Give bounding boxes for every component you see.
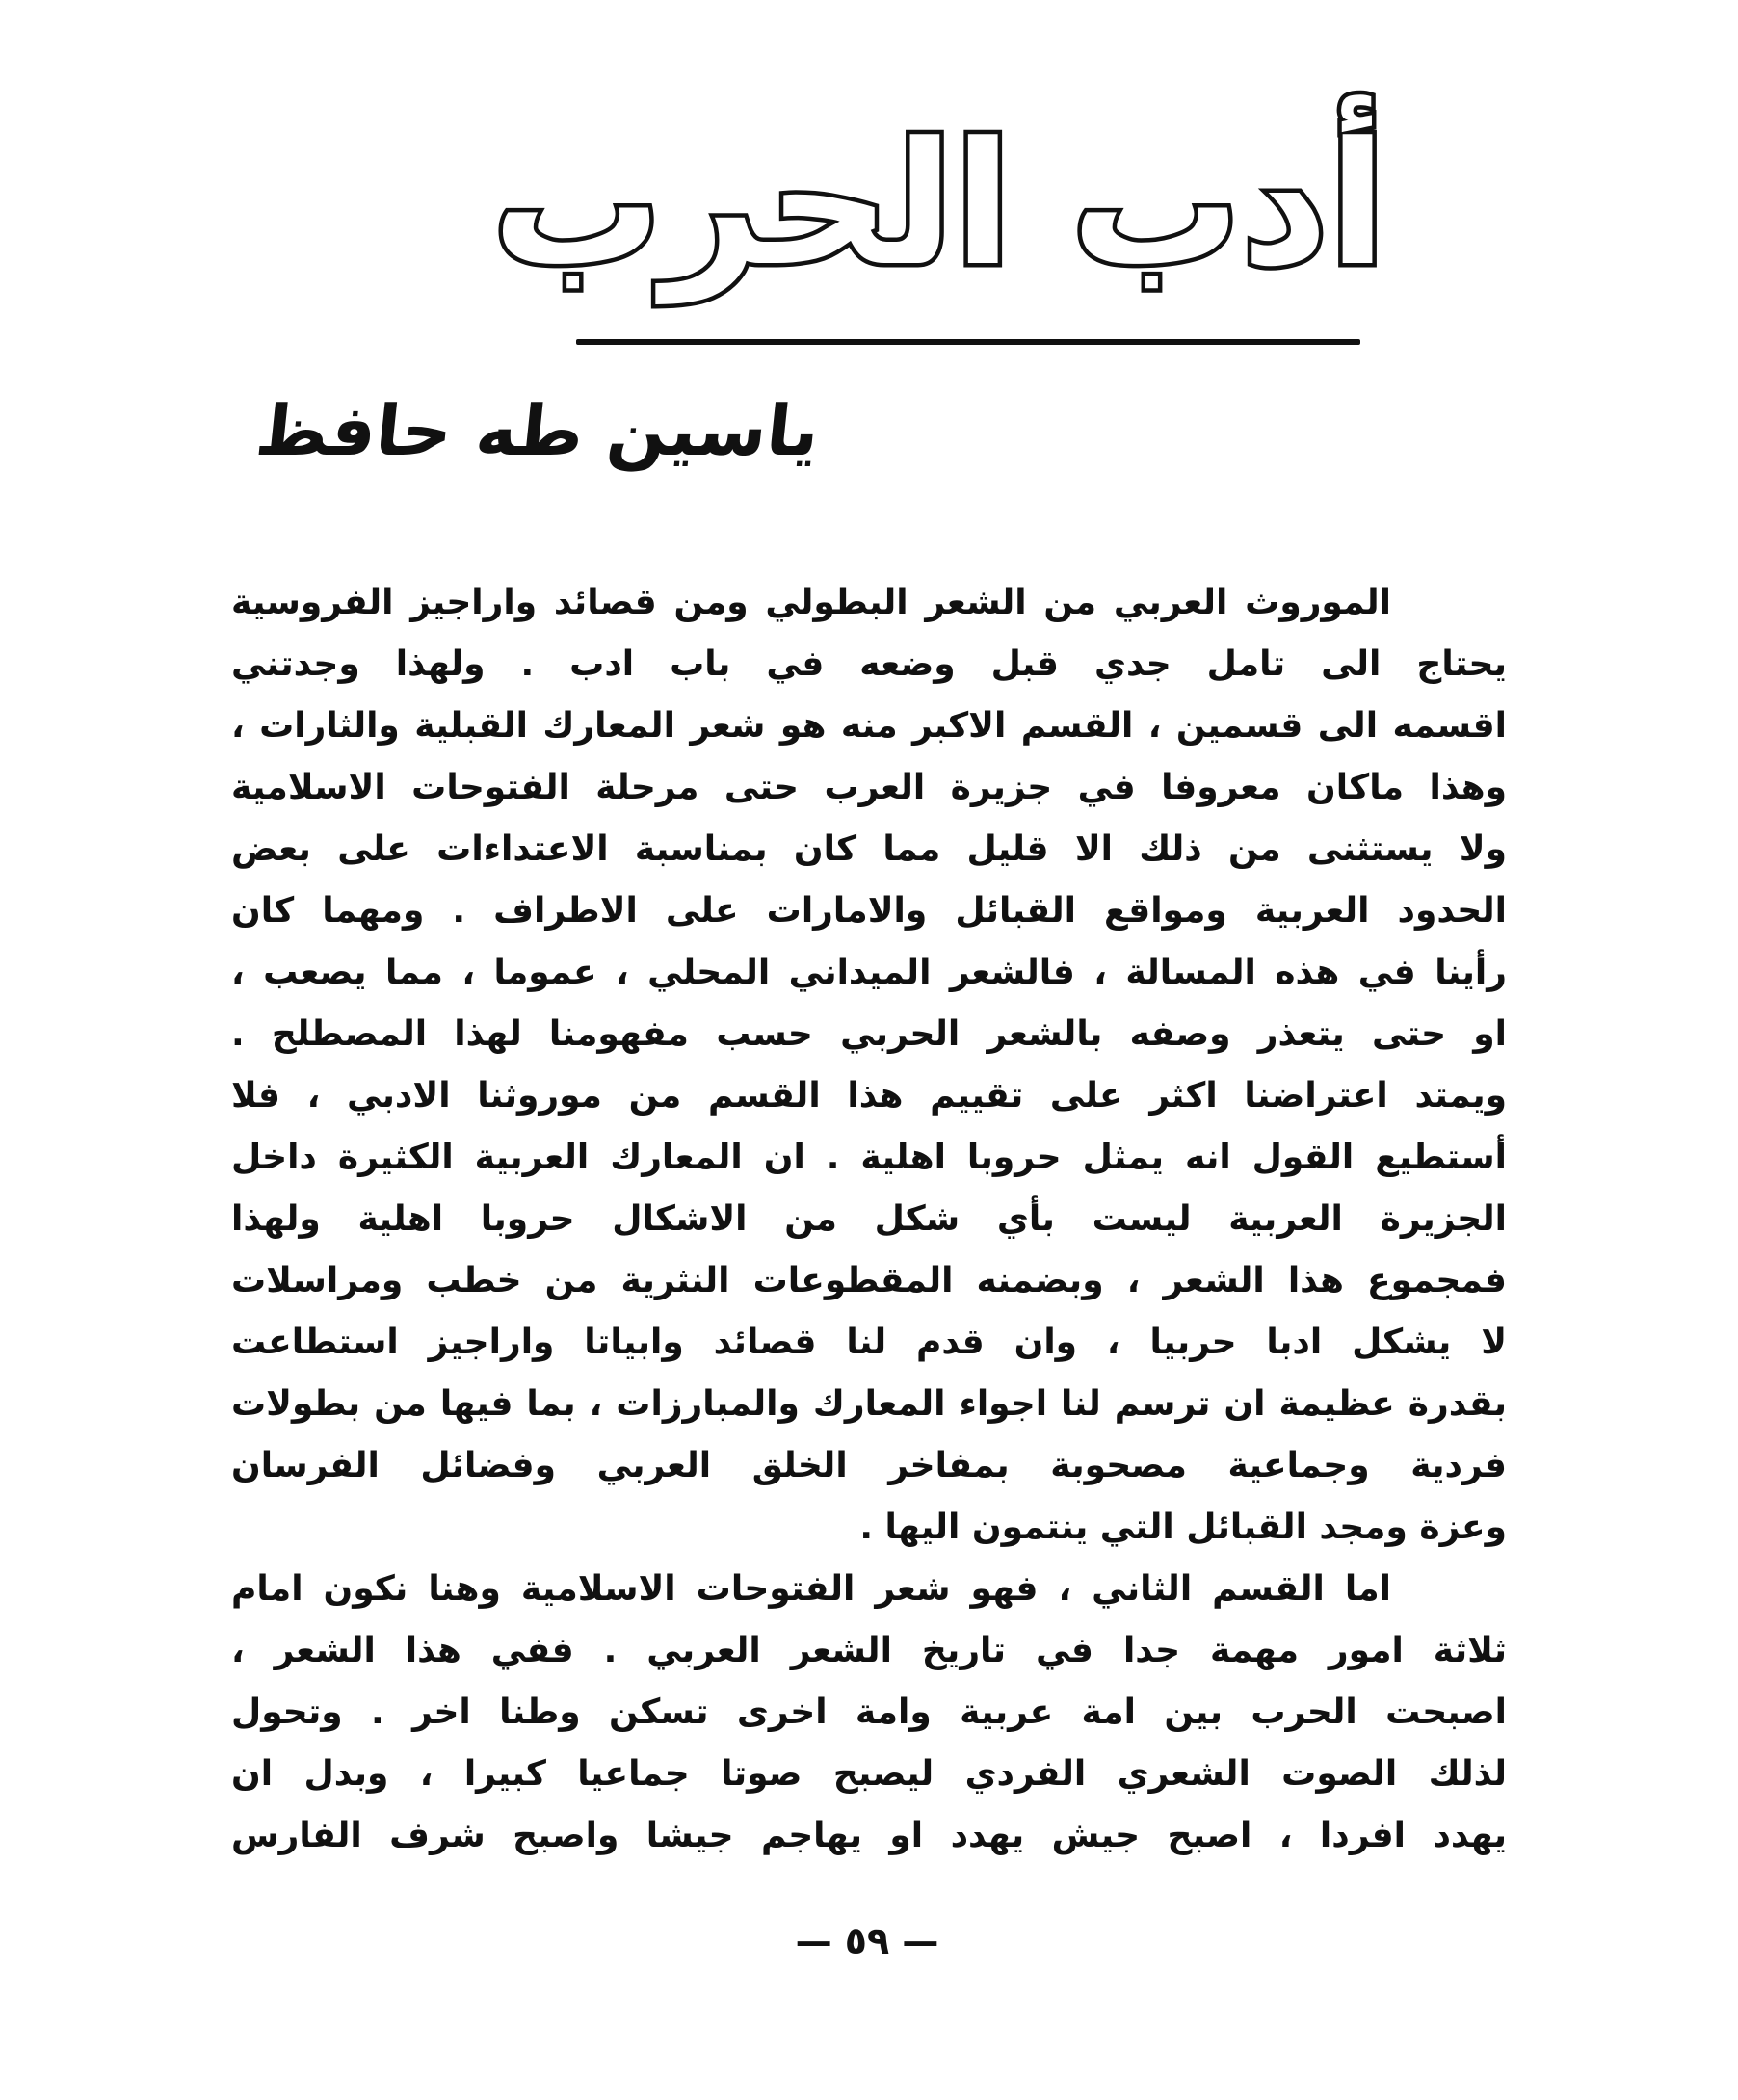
article-title: أدب الحرب <box>491 106 1387 303</box>
article-body <box>231 572 1507 1867</box>
text-line: رأينا في هذه المسالة ، فالشعر الميداني المحلي ، عموما ، مما يصعب ، <box>231 953 1507 992</box>
page-number: — ٥٩ — <box>795 1920 939 1962</box>
text-line: او حتى يتعذر وصفه بالشعر الحربي حسب مفهومنا لهذا المصطلح . <box>231 1014 1507 1054</box>
text-line: فردية وجماعية مصحوبة بمفاخر الخلق العربي وفضائل الفرسان <box>231 1446 1507 1485</box>
text-line: الجزيرة العربية ليست بأي شكل من الاشكال حروبا اهلية ولهذا <box>231 1199 1507 1239</box>
text-line: اصبحت الحرب بين امة عربية وامة اخرى تسكن وطنا اخر . وتحول <box>231 1693 1507 1732</box>
text-line: بقدرة عظيمة ان ترسم لنا اجواء المعارك والمبارزات ، بما فيها من بطولات <box>231 1384 1507 1424</box>
text-line: فمجموع هذا الشعر ، وبضمنه المقطوعات النثرية من خطب ومراسلات <box>231 1261 1507 1300</box>
text-line: لذلك الصوت الشعري الفردي ليصبح صوتا جماعيا كبيرا ، وبدل ان <box>231 1754 1507 1794</box>
text-line: الموروث العربي من الشعر البطولي ومن قصائد واراجيز الفروسية <box>231 583 1391 622</box>
text-line: أستطيع القول انه يمثل حروبا اهلية . ان المعارك العربية الكثيرة داخل <box>231 1138 1507 1177</box>
text-line: ويمتد اعتراضنا اكثر على تقييم هذا القسم من موروثنا الادبي ، فلا <box>231 1076 1507 1116</box>
text-line: اقسمه الى قسمين ، القسم الاكبر منه هو شعر المعارك القبلية والثارات ، <box>231 706 1507 746</box>
title-underline <box>576 339 1360 345</box>
text-line: اما القسم الثاني ، فهو شعر الفتوحات الاسلامية وهنا نكون امام <box>231 1569 1391 1609</box>
author-name: ياسين طه حافظ <box>251 390 824 471</box>
text-line: ثلاثة امور مهمة جدا في تاريخ الشعر العربي . ففي هذا الشعر ، <box>231 1631 1507 1670</box>
text-line: ولا يستثنى من ذلك الا قليل مما كان بمناسبة الاعتداءات على بعض <box>231 829 1507 869</box>
text-line: لا يشكل ادبا حربيا ، وان قدم لنا قصائد وابياتا واراجيز استطاعت <box>231 1323 1507 1362</box>
text-line: يحتاج الى تامل جدي قبل وضعه في باب ادب . ولهذا وجدتني <box>231 644 1507 684</box>
text-line: الحدود العربية ومواقع القبائل والامارات على الاطراف . ومهما كان <box>231 891 1507 931</box>
text-line: وهذا ماكان معروفا في جزيرة العرب حتى مرحلة الفتوحات الاسلامية <box>231 768 1507 807</box>
text-line: يهدد افردا ، اصبح جيش يهدد او يهاجم جيشا واصبح شرف الفارس <box>231 1816 1507 1855</box>
text-line: وعزة ومجد القبائل التي ينتمون اليها . <box>859 1508 1507 1547</box>
